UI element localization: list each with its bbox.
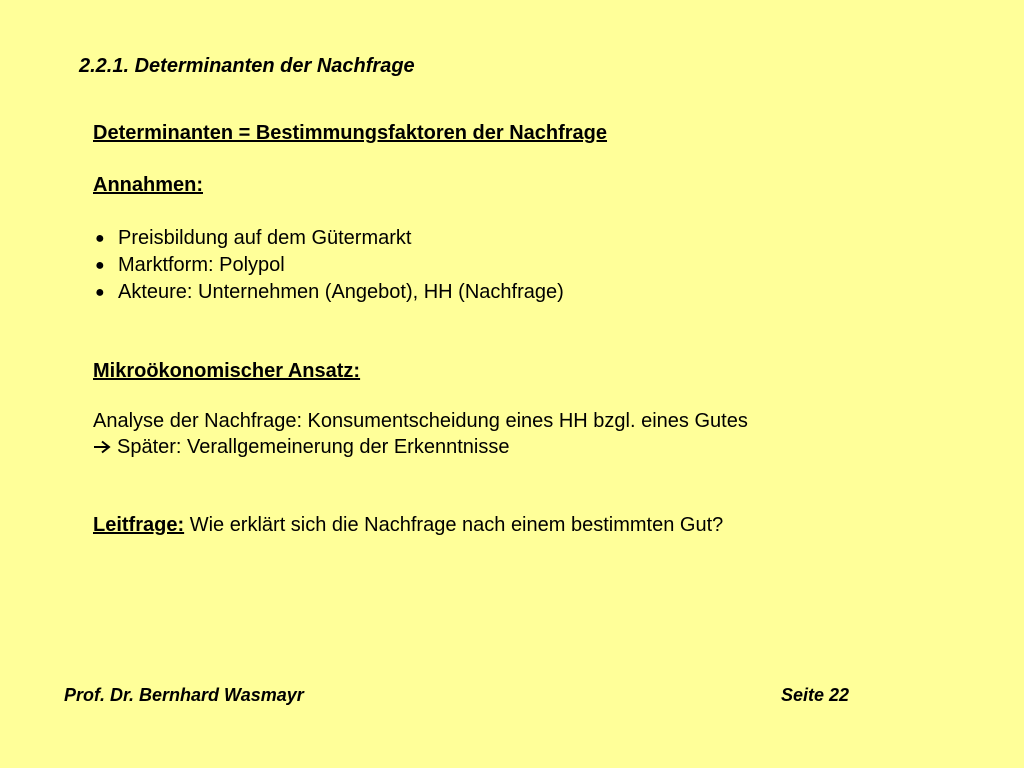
footer-page-number: Seite 22 <box>781 685 850 705</box>
analysis-text: Analyse der Nachfrage: Konsumentscheidung eines HH bzgl. eines Gutes <box>93 410 748 432</box>
later-text: Später: Verallgemeinerung der Erkenntnisse <box>117 436 510 458</box>
bullet-icon: ● <box>95 257 105 274</box>
assumptions-heading: Annahmen: <box>93 174 203 196</box>
assumptions-list <box>93 225 564 306</box>
list-item <box>93 252 564 279</box>
definition-heading: Determinanten = Bestimmungsfaktoren der Nachfrage <box>93 122 608 144</box>
bullet-icon: ● <box>95 230 105 247</box>
list-item-text: Marktform: Polypol <box>118 254 285 276</box>
arrow-right-icon <box>93 440 111 454</box>
list-item <box>93 279 564 306</box>
approach-heading: Mikroökonomischer Ansatz: <box>93 360 361 382</box>
list-item <box>93 225 564 252</box>
later-line <box>93 436 509 459</box>
list-item-text: Preisbildung auf dem Gütermarkt <box>118 227 412 249</box>
bullet-icon: ● <box>95 284 105 301</box>
footer-author: Prof. Dr. Bernhard Wasmayr <box>64 685 304 705</box>
guiding-question <box>93 514 723 537</box>
list-item-text: Akteure: Unternehmen (Angebot), HH (Nachfrage) <box>118 281 564 303</box>
guiding-question-label: Leitfrage: <box>93 514 185 536</box>
guiding-question-text: Wie erklärt sich die Nachfrage nach einem bestimmten Gut? <box>189 514 724 536</box>
slide-title: 2.2.1. Determinanten der Nachfrage <box>79 55 415 77</box>
